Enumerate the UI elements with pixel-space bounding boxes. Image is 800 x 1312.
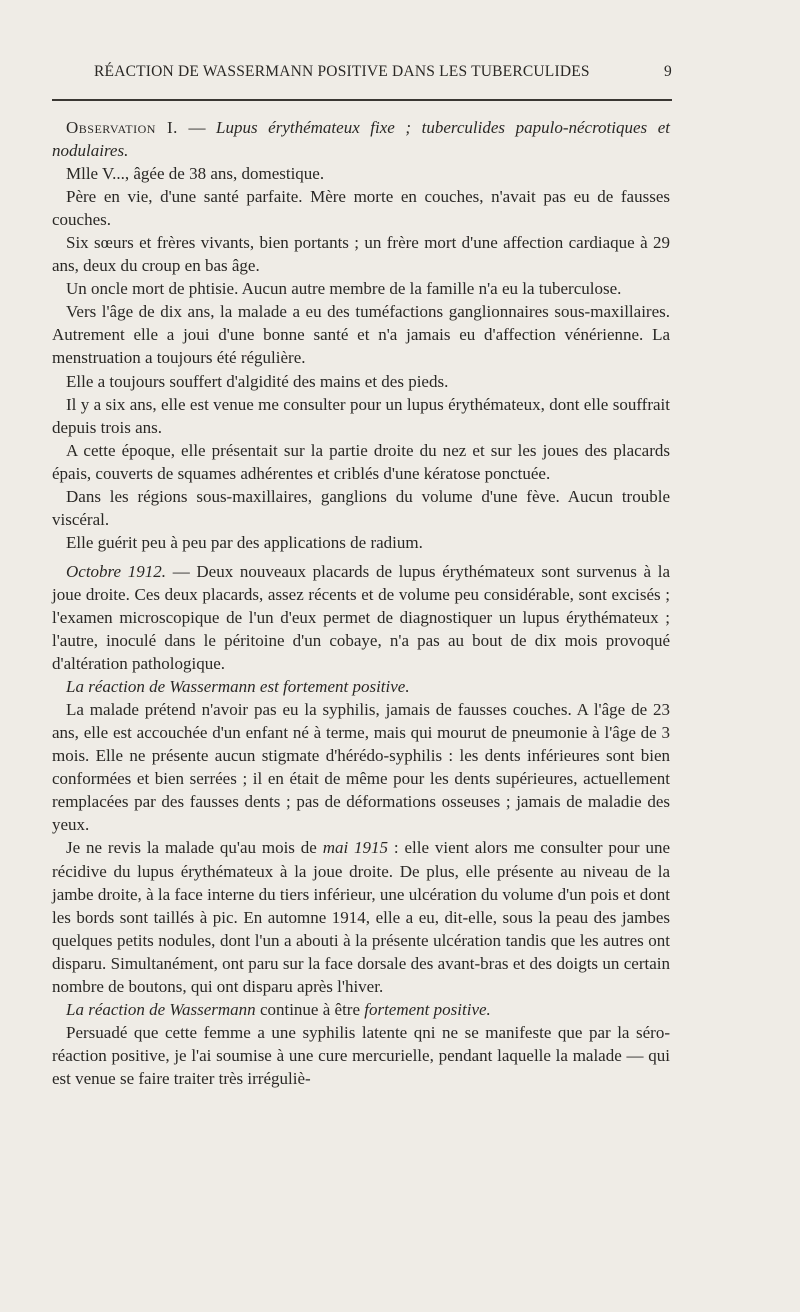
paragraph <box>52 998 670 1021</box>
paragraph: Vers l'âge de dix ans, la malade a eu des tuméfactions ganglionnaires sous-maxillaires. Autrement elle a joui d'une bonne santé et n'a jamais eu d'affection vénérienne. La menstruation a toujours été régulière. <box>52 302 670 368</box>
paragraph: Elle guérit peu à peu par des applications de radium. <box>66 532 423 552</box>
body-text <box>52 116 670 1090</box>
paragraph-text: : elle vient alors me consulter pour une récidive du lupus érythémateux à la joue droite. De plus, elle présente au niveau de la jambe droite, à la face interne du tiers inférieur, une ulcération du volume d'un pois et dont les bords sont taillés à pic. En automne 1914, elle a eu, dit-elle, sous la peau des jambes quelques petits nodules, dont l'un a abouti à la présente ulcération tandis que les autres ont disparu. Simultanément, ont paru sur la face dorsale des avant-bras et des doigts un certain nombre de boutons, qui ont disparu après l'hiver. <box>52 838 670 996</box>
paragraph: Un oncle mort de phtisie. Aucun autre membre de la famille n'a eu la tuberculose. <box>66 279 622 299</box>
running-title: RÉACTION DE WASSERMANN POSITIVE DANS LES TUBERCULIDES <box>94 63 590 80</box>
running-header <box>52 58 672 86</box>
paragraph: La malade prétend n'avoir pas eu la syphilis, jamais de fausses couches. A l'âge de 23 ans, elle est accouchée d'un enfant né à terme, mais qui mourut de pneumonie à l'âge de 3 mois. Elle ne présente aucun stigmate d'hérédo-syphilis : les dents inférieures sont bien conformées et bien serrées ; il en était de même pour les dents supérieures, actuellement remplacées par des fausses dents ; pas de déformations osseuses ; jamais de maladie des yeux. <box>52 700 670 835</box>
paragraph: A cette époque, elle présentait sur la partie droite du nez et sur les joues des placards épais, couverts de squames adhérentes et criblés d'une kératose ponctuée. <box>52 440 670 483</box>
positive-label: fortement positive. <box>364 999 491 1019</box>
paragraph <box>52 836 670 997</box>
paragraph <box>52 560 670 675</box>
paragraph <box>52 675 670 698</box>
date-october-1912: Octobre 1912. <box>66 561 167 581</box>
wassermann-label: La réaction de Wassermann <box>66 999 256 1019</box>
observation-heading <box>52 116 670 162</box>
paragraph: Six sœurs et frères vivants, bien portants ; un frère mort d'une affection cardiaque à 29 ans, deux du croup en bas âge. <box>52 233 670 276</box>
paragraph-text: continue à être <box>255 999 365 1019</box>
paragraph: Il y a six ans, elle est venue me consulter pour un lupus érythémateux, dont elle souffrait depuis trois ans. <box>52 394 670 437</box>
page-number: 9 <box>664 63 672 80</box>
paragraph: Elle a toujours souffert d'algidité des mains et des pieds. <box>66 371 449 391</box>
paragraph: Persuadé que cette femme a une syphilis latente qni ne se manifeste que par la séro-réaction positive, je l'ai soumise à une cure mercurielle, pendant laquelle la malade — qui est venue se faire traiter très irréguliè- <box>52 1022 670 1088</box>
paragraph: Père en vie, d'une santé parfaite. Mère morte en couches, n'avait pas eu de fausses couches. <box>52 187 670 230</box>
observation-subtitle: Lupus érythémateux fixe ; tuberculides papulo-nécrotiques et nodulaires. <box>52 118 670 161</box>
paragraph-text: Je ne revis la malade qu'au mois de <box>66 838 323 858</box>
paragraph-text: — Deux nouveaux placards de lupus érythémateux sont survenus à la joue droite. Ces deux placards, assez récents et de volume peu considérable, sont excisés ; l'examen microscopique de l'un d'eux permet de diagnostiquer un lupus érythémateux ; l'autre, inoculé dans le péritoine d'un cobaye, n'a pas au bout de dix mois provoqué d'altération pathologique. <box>52 561 671 674</box>
paragraph: Dans les régions sous-maxillaires, ganglions du volume d'une fève. Aucun trouble viscéral. <box>52 486 670 529</box>
observation-dash: — <box>177 118 217 137</box>
header-rule <box>52 99 672 101</box>
observation-label: Observation I. <box>66 118 178 137</box>
wassermann-result: La réaction de Wassermann est fortement positive. <box>66 677 410 697</box>
paragraph: Mlle V..., âgée de 38 ans, domestique. <box>66 164 325 184</box>
date-may-1915: mai 1915 <box>322 838 389 858</box>
